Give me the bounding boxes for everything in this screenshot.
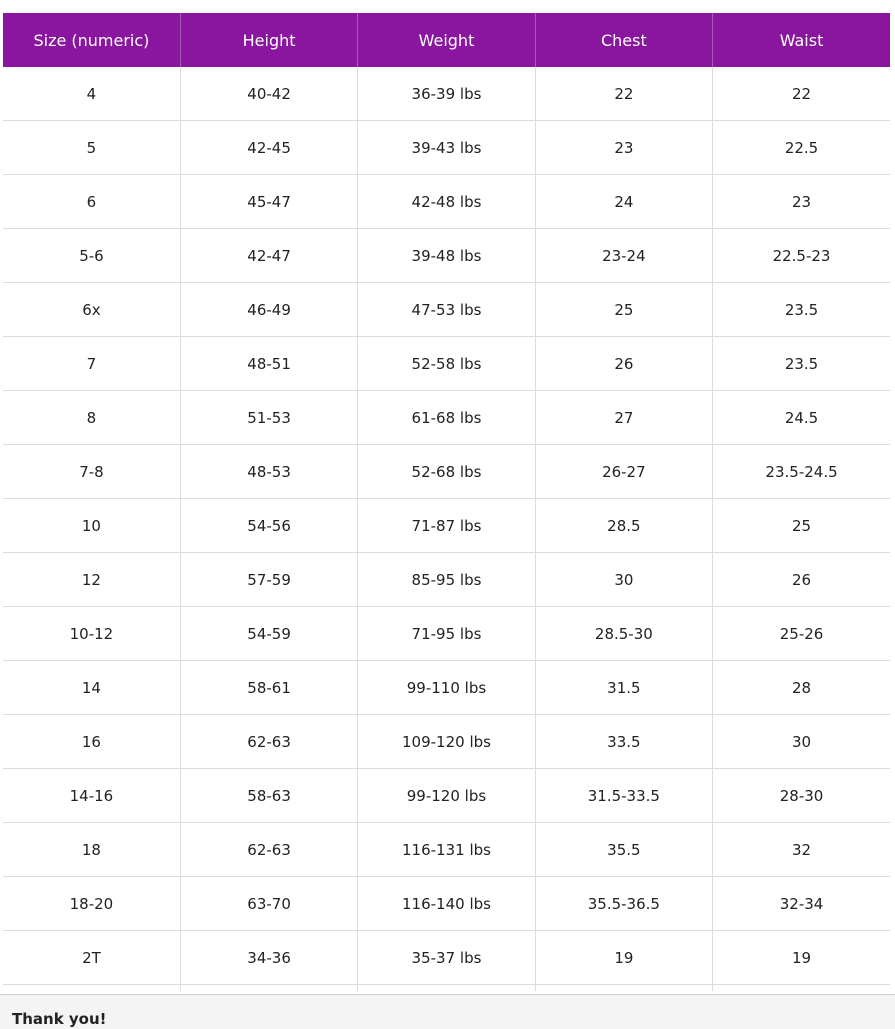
cell-height: 34-36	[180, 931, 357, 985]
cell-size: 14	[3, 661, 180, 715]
cell-weight: 52-58 lbs	[358, 337, 535, 391]
cell-weight: 36-39 lbs	[358, 67, 535, 121]
footer-text: Thank you!	[12, 1010, 107, 1028]
cell-empty	[180, 985, 357, 992]
cell-empty	[358, 985, 535, 992]
header-row	[3, 13, 890, 67]
cell-waist: 23.5-24.5	[713, 445, 890, 499]
cell-waist: 25-26	[713, 607, 890, 661]
cell-chest: 30	[535, 553, 712, 607]
table-row	[3, 229, 890, 283]
cell-chest: 22	[535, 67, 712, 121]
table-row-partial	[3, 985, 890, 992]
size-chart	[3, 13, 890, 994]
cell-waist: 22.5-23	[713, 229, 890, 283]
column-header-chest: Chest	[535, 13, 712, 67]
cell-chest: 33.5	[535, 715, 712, 769]
cell-size: 10	[3, 499, 180, 553]
cell-waist: 25	[713, 499, 890, 553]
cell-height: 42-47	[180, 229, 357, 283]
table-row	[3, 391, 890, 445]
table-row	[3, 931, 890, 985]
cell-size: 6x	[3, 283, 180, 337]
cell-height: 46-49	[180, 283, 357, 337]
cell-height: 63-70	[180, 877, 357, 931]
cell-chest: 27	[535, 391, 712, 445]
cell-weight: 116-131 lbs	[358, 823, 535, 877]
table-row	[3, 67, 890, 121]
cell-weight: 52-68 lbs	[358, 445, 535, 499]
cell-empty	[535, 985, 712, 992]
table-row	[3, 283, 890, 337]
cell-waist: 23.5	[713, 283, 890, 337]
cell-height: 40-42	[180, 67, 357, 121]
table-row	[3, 445, 890, 499]
column-header-weight: Weight	[358, 13, 535, 67]
cell-waist: 28-30	[713, 769, 890, 823]
cell-waist: 19	[713, 931, 890, 985]
table-row	[3, 607, 890, 661]
cell-weight: 61-68 lbs	[358, 391, 535, 445]
cell-size: 2T	[3, 931, 180, 985]
cell-height: 54-56	[180, 499, 357, 553]
cell-chest: 31.5	[535, 661, 712, 715]
table-row	[3, 823, 890, 877]
cell-height: 58-61	[180, 661, 357, 715]
cell-chest: 31.5-33.5	[535, 769, 712, 823]
cell-weight: 71-87 lbs	[358, 499, 535, 553]
cell-weight: 39-48 lbs	[358, 229, 535, 283]
cell-chest: 19	[535, 931, 712, 985]
cell-height: 45-47	[180, 175, 357, 229]
cell-height: 62-63	[180, 715, 357, 769]
cell-weight: 35-37 lbs	[358, 931, 535, 985]
cell-size: 5	[3, 121, 180, 175]
cell-waist: 32-34	[713, 877, 890, 931]
cell-size: 4	[3, 67, 180, 121]
size-chart-table	[3, 13, 890, 991]
table-body	[3, 67, 890, 991]
cell-height: 42-45	[180, 121, 357, 175]
cell-weight: 71-95 lbs	[358, 607, 535, 661]
cell-chest: 25	[535, 283, 712, 337]
cell-weight: 39-43 lbs	[358, 121, 535, 175]
cell-waist: 23	[713, 175, 890, 229]
cell-waist: 23.5	[713, 337, 890, 391]
cell-size: 10-12	[3, 607, 180, 661]
cell-chest: 26	[535, 337, 712, 391]
cell-chest: 35.5-36.5	[535, 877, 712, 931]
cell-height: 58-63	[180, 769, 357, 823]
cell-chest: 28.5-30	[535, 607, 712, 661]
cell-height: 48-51	[180, 337, 357, 391]
cell-chest: 23-24	[535, 229, 712, 283]
table-row	[3, 661, 890, 715]
cell-size: 8	[3, 391, 180, 445]
cell-chest: 26-27	[535, 445, 712, 499]
cell-height: 57-59	[180, 553, 357, 607]
cell-weight: 42-48 lbs	[358, 175, 535, 229]
cell-height: 48-53	[180, 445, 357, 499]
cell-size: 14-16	[3, 769, 180, 823]
table-row	[3, 499, 890, 553]
cell-empty	[713, 985, 890, 992]
cell-chest: 28.5	[535, 499, 712, 553]
cell-size: 7-8	[3, 445, 180, 499]
column-header-size: Size (numeric)	[3, 13, 180, 67]
table-row	[3, 175, 890, 229]
table-row	[3, 769, 890, 823]
table-row	[3, 337, 890, 391]
cell-waist: 32	[713, 823, 890, 877]
cell-waist: 26	[713, 553, 890, 607]
cell-empty	[3, 985, 180, 992]
column-header-waist: Waist	[713, 13, 890, 67]
column-header-height: Height	[180, 13, 357, 67]
cell-size: 6	[3, 175, 180, 229]
cell-size: 18-20	[3, 877, 180, 931]
cell-size: 5-6	[3, 229, 180, 283]
cell-weight: 47-53 lbs	[358, 283, 535, 337]
cell-size: 18	[3, 823, 180, 877]
table-row	[3, 121, 890, 175]
cell-weight: 99-120 lbs	[358, 769, 535, 823]
cell-waist: 24.5	[713, 391, 890, 445]
cell-chest: 35.5	[535, 823, 712, 877]
cell-waist: 30	[713, 715, 890, 769]
cell-waist: 28	[713, 661, 890, 715]
cell-waist: 22.5	[713, 121, 890, 175]
cell-size: 12	[3, 553, 180, 607]
cell-size: 16	[3, 715, 180, 769]
table-row	[3, 877, 890, 931]
cell-chest: 23	[535, 121, 712, 175]
table-header	[3, 13, 890, 67]
cell-size: 7	[3, 337, 180, 391]
footer-bar	[0, 994, 895, 1029]
cell-chest: 24	[535, 175, 712, 229]
cell-height: 62-63	[180, 823, 357, 877]
table-row	[3, 715, 890, 769]
cell-weight: 109-120 lbs	[358, 715, 535, 769]
cell-waist: 22	[713, 67, 890, 121]
cell-weight: 85-95 lbs	[358, 553, 535, 607]
cell-height: 51-53	[180, 391, 357, 445]
table-row	[3, 553, 890, 607]
cell-weight: 99-110 lbs	[358, 661, 535, 715]
cell-weight: 116-140 lbs	[358, 877, 535, 931]
cell-height: 54-59	[180, 607, 357, 661]
